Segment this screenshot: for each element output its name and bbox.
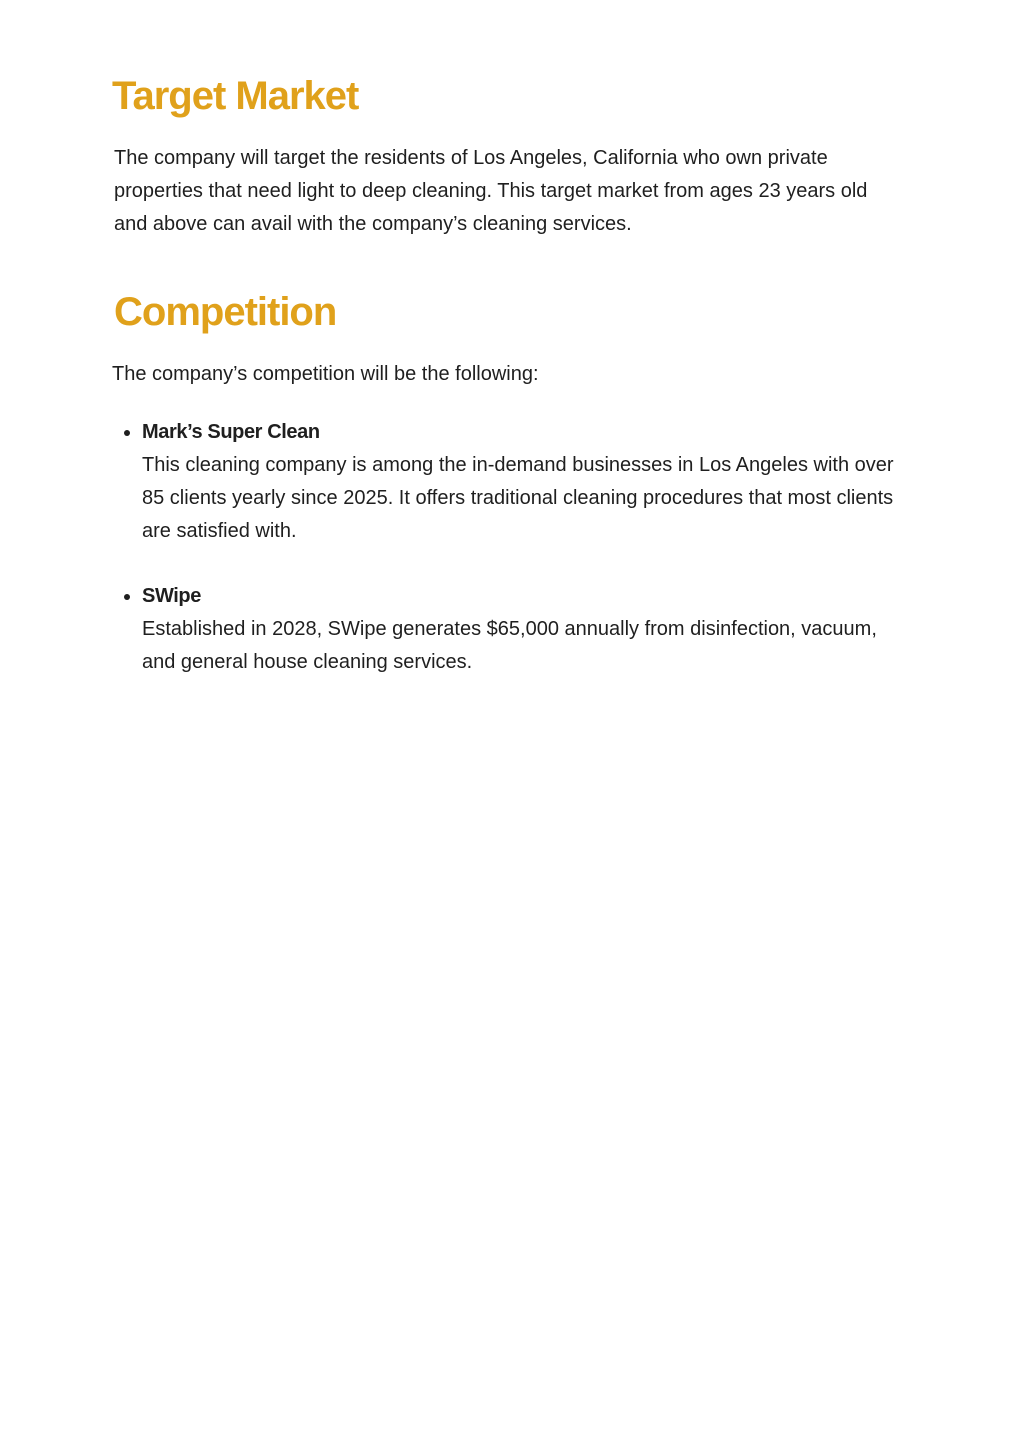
target-market-heading: Target Market: [112, 74, 359, 118]
competitor-item: [112, 580, 912, 679]
bullet-icon: [124, 430, 130, 436]
competitor-list: [112, 416, 912, 711]
competitor-name: SWipe: [142, 585, 201, 607]
target-market-paragraph: The company will target the residents of Los Angeles, California who own private properties that need light to deep cleaning. This target market from ages 23 years old and above can avail with the company’s cleaning services.: [114, 147, 868, 235]
competitor-description: Established in 2028, SWipe generates $65,000 annually from disinfection, vacuum, and general house cleaning services.: [142, 618, 877, 673]
competition-heading: Competition: [114, 290, 337, 334]
competitor-description: This cleaning company is among the in-demand businesses in Los Angeles with over 85 clients yearly since 2025. It offers traditional cleaning procedures that most clients are satisfied with.: [142, 454, 894, 542]
competitor-item: [112, 416, 912, 548]
competition-intro: The company’s competition will be the following:: [112, 363, 539, 385]
competitor-name: Mark’s Super Clean: [142, 421, 320, 443]
bullet-icon: [124, 594, 130, 600]
